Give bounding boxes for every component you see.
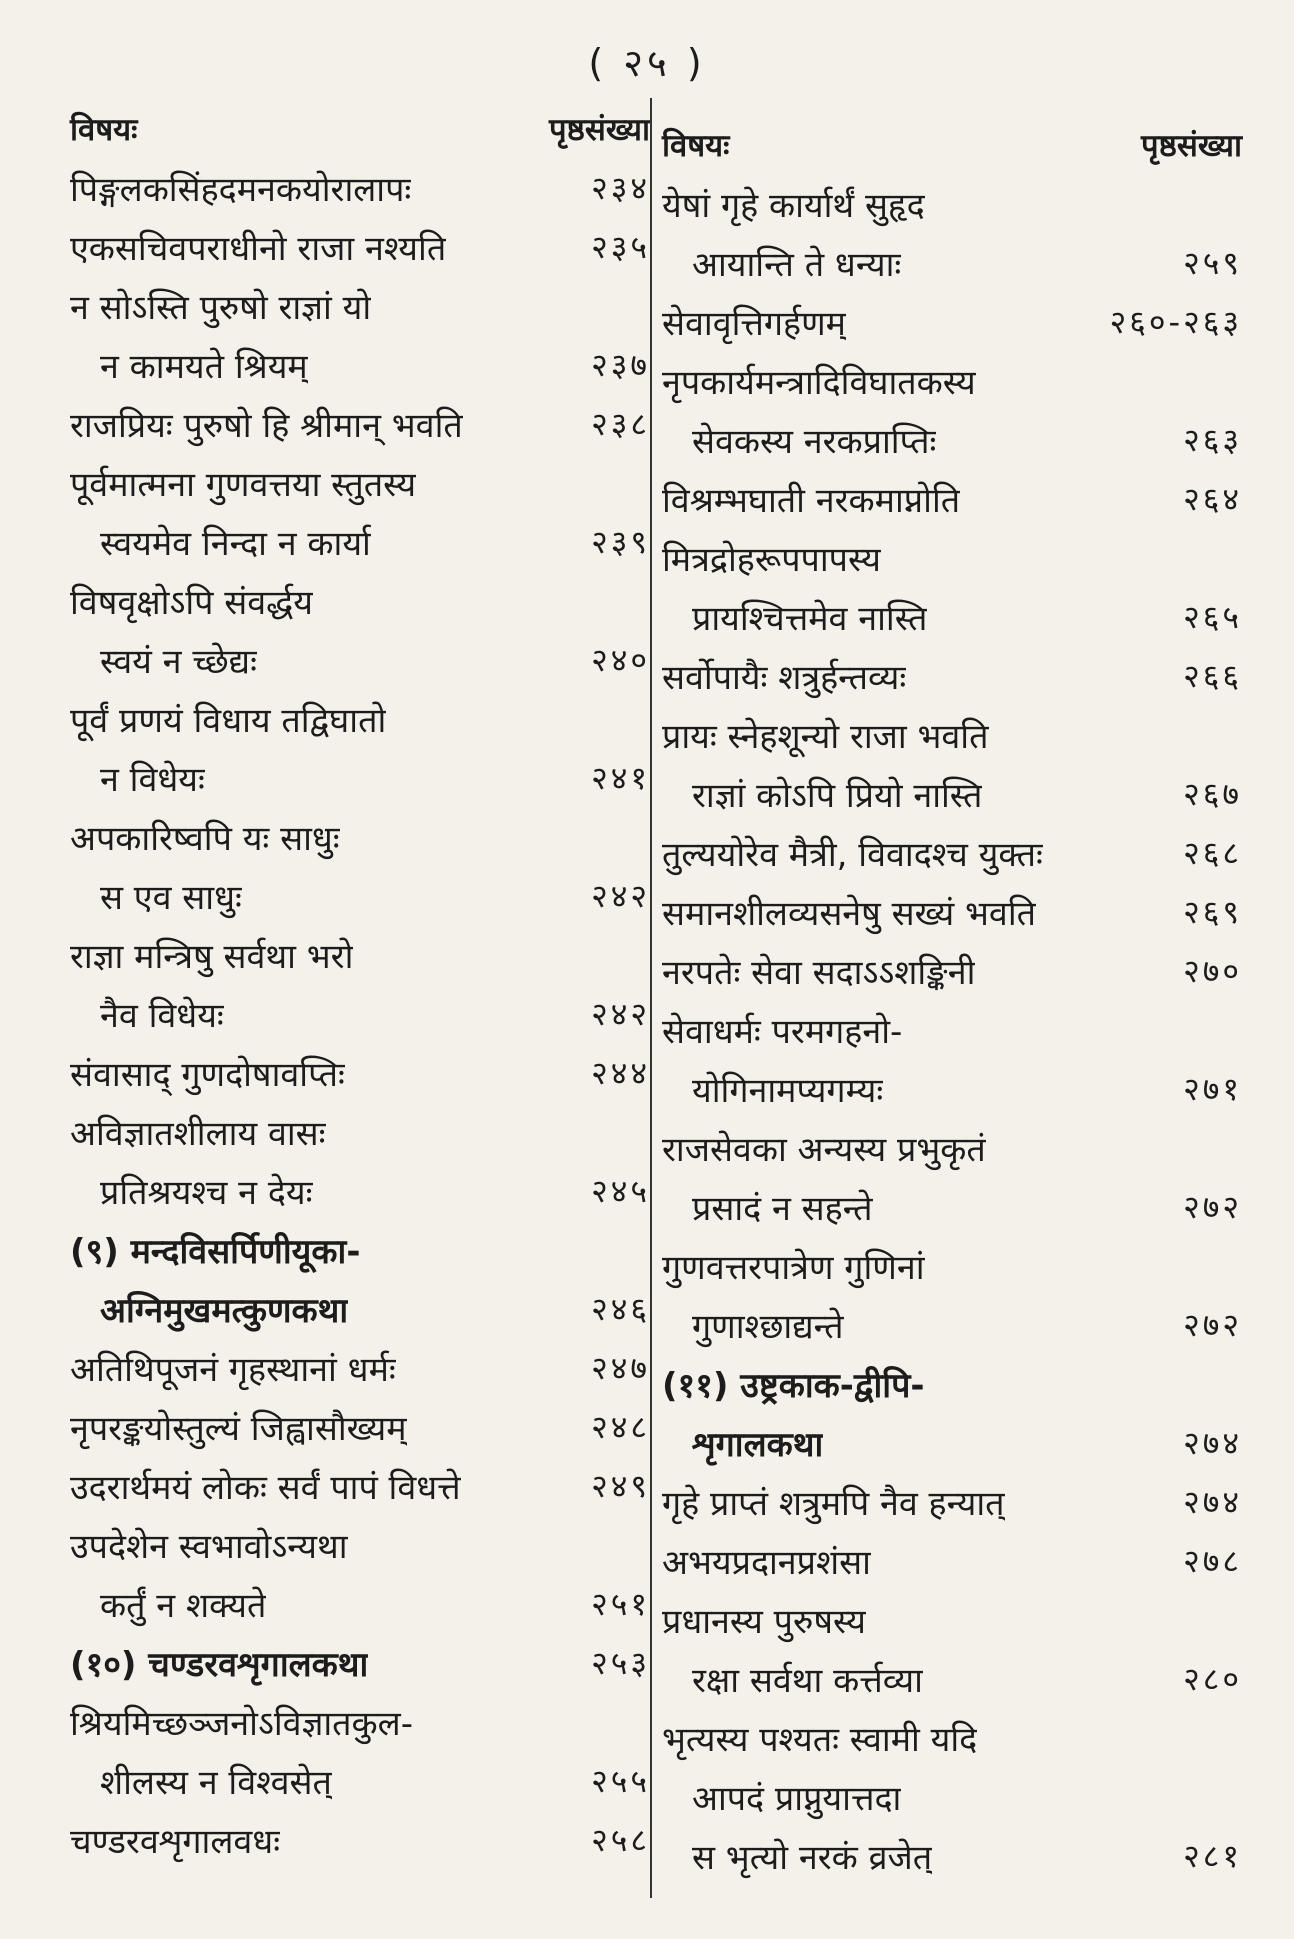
toc-entry-topic: प्रधानस्य पुरुषस्य xyxy=(662,1601,866,1642)
toc-entry xyxy=(652,292,1242,351)
toc-entry xyxy=(652,1413,1242,1472)
toc-entry-page: २४७ xyxy=(591,1349,650,1387)
page-number: ( २५ ) xyxy=(588,41,706,85)
toc-entry-topic: आयान्ति ते धन्याः xyxy=(692,244,902,285)
toc-entry xyxy=(70,689,650,748)
subject-heading: विषयः xyxy=(70,112,138,148)
toc-entry xyxy=(70,807,650,866)
toc-entry-topic: राज्ञां कोऽपि प्रियो नास्ति xyxy=(692,775,983,816)
toc-entry-topic: सेवाधर्मः परमगहनो- xyxy=(662,1011,903,1052)
toc-entry xyxy=(70,1397,650,1456)
toc-entry xyxy=(652,528,1242,587)
toc-entry xyxy=(70,1810,650,1869)
toc-entry-topic: आपदं प्राप्नुयात्तदा xyxy=(692,1778,902,1819)
page-count-heading: पृष्ठसंख्या xyxy=(549,112,650,148)
toc-entry xyxy=(70,1220,650,1279)
toc-entry-page: २६९ xyxy=(1183,893,1242,931)
toc-entry-page: २६६ xyxy=(1183,657,1242,695)
toc-entry xyxy=(70,925,650,984)
toc-entry-page: २७८ xyxy=(1183,1542,1242,1580)
toc-entry-page: २५९ xyxy=(1183,244,1242,282)
toc-entry-topic: योगिनामप्यगम्यः xyxy=(692,1070,884,1111)
toc-entry-topic: सेवकस्य नरकप्राप्तिः xyxy=(692,421,937,462)
toc-entry xyxy=(70,453,650,512)
toc-entry xyxy=(70,748,650,807)
toc-entry-page: २३९ xyxy=(591,523,650,561)
toc-entry xyxy=(70,1161,650,1220)
toc-entry xyxy=(70,1515,650,1574)
toc-entry xyxy=(652,882,1242,941)
toc-entry-topic: पूर्वं प्रणयं विधाय तद्विघातो xyxy=(70,700,387,741)
toc-entry xyxy=(652,705,1242,764)
toc-entry xyxy=(70,1751,650,1810)
toc-entry xyxy=(652,1118,1242,1177)
toc-entry-topic: सर्वोपायैः शत्रुर्हन्तव्यः xyxy=(662,657,907,698)
toc-entry xyxy=(652,764,1242,823)
toc-entry-page: २६३ xyxy=(1183,421,1242,459)
toc-entry-topic: कर्तुं न शक्यते xyxy=(100,1585,267,1626)
toc-entry-topic: तुल्ययोरेव मैत्री, विवादश्च युक्तः xyxy=(662,834,1043,875)
toc-entry-topic: चण्डरवशृगालवधः xyxy=(70,1821,281,1862)
toc-entry xyxy=(652,1236,1242,1295)
toc-entry xyxy=(70,158,650,217)
toc-entry-topic: मित्रद्रोहरूपपापस्य xyxy=(662,539,881,580)
toc-entry-page: २७४ xyxy=(1183,1483,1242,1521)
toc-entry-topic: पूर्वमात्मना गुणवत्तया स्तुतस्य xyxy=(70,464,417,505)
toc-entry-page: २७० xyxy=(1183,952,1242,990)
toc-entry xyxy=(70,335,650,394)
toc-entry-topic: एकसचिवपराधीनो राजा नश्यति xyxy=(70,228,447,269)
toc-entry-topic: शीलस्य न विश्वसेत् xyxy=(100,1762,332,1803)
toc-entry xyxy=(652,1295,1242,1354)
toc-entry xyxy=(652,823,1242,882)
toc-entry-topic: नैव विधेयः xyxy=(100,995,224,1036)
toc-entry xyxy=(70,866,650,925)
toc-entry-topic: रक्षा सर्वथा कर्त्तव्या xyxy=(692,1660,923,1701)
toc-entry xyxy=(652,1059,1242,1118)
toc-entry-page: २८० xyxy=(1183,1660,1242,1698)
toc-entry xyxy=(652,646,1242,705)
toc-entry-topic: पिङ्गलकसिंहदमनकयोरालापः xyxy=(70,169,412,210)
toc-entry-page: २७४ xyxy=(1183,1424,1242,1462)
toc-entry-topic: उदरार्थमयं लोकः सर्वं पापं विधत्ते xyxy=(70,1467,461,1508)
toc-entry xyxy=(70,394,650,453)
toc-entry xyxy=(70,1574,650,1633)
toc-entry-topic: येषां गृहे कार्यार्थं सुहृद xyxy=(662,185,925,226)
toc-entry xyxy=(70,984,650,1043)
toc-entry-topic: समानशीलव्यसनेषु सख्यं भवति xyxy=(662,893,1037,934)
toc-entry xyxy=(652,1708,1242,1767)
toc-entry xyxy=(652,469,1242,528)
left-toc-list xyxy=(70,158,650,1869)
toc-entry-page: २३५ xyxy=(591,228,650,266)
toc-entry xyxy=(652,1826,1242,1885)
toc-entry-topic: गुणवत्तरपात्रेण गुणिनां xyxy=(662,1247,925,1288)
toc-entry-topic: न विधेयः xyxy=(100,759,205,800)
toc-entry xyxy=(652,1472,1242,1531)
toc-entry-page: २६७ xyxy=(1183,775,1242,813)
toc-entry-topic: अपकारिष्वपि यः साधुः xyxy=(70,818,340,859)
toc-entry-topic: नृपरङ्कयोस्तुल्यं जिह्वासौख्यम् xyxy=(70,1408,407,1449)
toc-entry-page: २५१ xyxy=(591,1585,650,1623)
toc-entry-page: २४२ xyxy=(591,995,650,1033)
toc-entry xyxy=(70,1279,650,1338)
toc-entry xyxy=(652,174,1242,233)
toc-entry-page: २४८ xyxy=(591,1408,650,1446)
toc-entry-page: २३४ xyxy=(591,169,650,207)
toc-entry-page: २७१ xyxy=(1183,1070,1242,1108)
toc-entry-page: २६०-२६३ xyxy=(1109,303,1242,341)
toc-entry-page: २३८ xyxy=(591,405,650,443)
toc-entry-page: २३७ xyxy=(591,346,650,384)
toc-entry-page: २६८ xyxy=(1183,834,1242,872)
right-toc-list xyxy=(652,174,1242,1885)
toc-entry-page: २४१ xyxy=(591,759,650,797)
toc-entry-topic: स्वयमेव निन्दा न कार्या xyxy=(100,523,371,564)
toc-entry-topic: श्रियमिच्छञ्जनोऽविज्ञातकुल- xyxy=(70,1703,413,1744)
toc-entry-topic: नृपकार्यमन्त्रादिविघातकस्य xyxy=(662,362,976,403)
toc-entry-topic: स भृत्यो नरकं व्रजेत् xyxy=(692,1837,933,1878)
toc-entry-page: २६४ xyxy=(1183,480,1242,518)
toc-entry-topic: (९) मन्दविसर्पिणीयूका- xyxy=(70,1231,361,1272)
toc-entry-topic: सेवावृत्तिगर्हणम् xyxy=(662,303,847,344)
toc-entry-topic: स्वयं न च्छेद्यः xyxy=(100,641,257,682)
toc-entry-topic: प्रसादं न सहन्ते xyxy=(692,1188,873,1229)
toc-entry-topic: विषवृक्षोऽपि संवर्द्धय xyxy=(70,582,314,623)
toc-entry xyxy=(70,571,650,630)
toc-entry-topic: राज्ञा मन्त्रिषु सर्वथा भरो xyxy=(70,936,354,977)
left-column xyxy=(70,100,650,1919)
toc-entry-topic: अग्निमुखमत्कुणकथा xyxy=(100,1290,349,1331)
toc-entry-topic: नरपतेः सेवा सदाऽऽशङ्किनी xyxy=(662,952,976,993)
toc-entry-page: २४२ xyxy=(591,877,650,915)
toc-entry-page: २८१ xyxy=(1183,1837,1242,1875)
toc-entry-page: २५३ xyxy=(591,1644,650,1682)
toc-entry xyxy=(652,1767,1242,1826)
toc-entry xyxy=(70,1338,650,1397)
left-column-header xyxy=(70,100,650,158)
toc-entry-topic: गृहे प्राप्तं शत्रुमपि नैव हन्यात् xyxy=(662,1483,1005,1524)
right-column-header xyxy=(652,100,1242,174)
toc-entry xyxy=(70,630,650,689)
toc-entry xyxy=(70,1456,650,1515)
toc-entry-page: २७२ xyxy=(1183,1188,1242,1226)
toc-entry xyxy=(652,1177,1242,1236)
toc-entry-page: २५८ xyxy=(591,1821,650,1859)
toc-entry xyxy=(652,1531,1242,1590)
toc-entry xyxy=(70,217,650,276)
toc-entry-topic: स एव साधुः xyxy=(100,877,242,918)
toc-entry xyxy=(652,410,1242,469)
toc-entry xyxy=(652,1000,1242,1059)
toc-entry xyxy=(70,276,650,335)
page-count-heading: पृष्ठसंख्या xyxy=(1141,128,1242,164)
toc-entry xyxy=(652,351,1242,410)
toc-entry-page: २५५ xyxy=(591,1762,650,1800)
toc-entry-topic: प्रायश्चित्तमेव नास्ति xyxy=(692,598,928,639)
toc-entry xyxy=(70,1633,650,1692)
toc-entry-topic: शृगालकथा xyxy=(692,1424,824,1465)
toc-entry-topic: अभयप्रदानप्रशंसा xyxy=(662,1542,871,1583)
toc-entry xyxy=(70,1692,650,1751)
toc-entry-page: २४९ xyxy=(591,1467,650,1505)
toc-entry-page: २७२ xyxy=(1183,1306,1242,1344)
toc-entry-page: २४६ xyxy=(591,1290,650,1328)
toc-entry-topic: राजसेवका अन्यस्य प्रभुकृतं xyxy=(662,1129,986,1170)
toc-entry-topic: प्रतिश्रयश्च न देयः xyxy=(100,1172,313,1213)
toc-entry xyxy=(652,587,1242,646)
right-column xyxy=(652,100,1242,1919)
toc-entry-topic: (१०) चण्डरवशृगालकथा xyxy=(70,1644,369,1685)
toc-entry-topic: अविज्ञातशीलाय वासः xyxy=(70,1113,326,1154)
toc-entry-topic: प्रायः स्नेहशून्यो राजा भवति xyxy=(662,716,989,757)
toc-entry-topic: (११) उष्ट्रकाक-द्वीपि- xyxy=(662,1365,925,1406)
toc-entry xyxy=(652,233,1242,292)
toc-entry-page: २६५ xyxy=(1183,598,1242,636)
toc-entry-topic: न सोऽस्ति पुरुषो राज्ञां यो xyxy=(70,287,372,328)
toc-entry-topic: संवासाद् गुणदोषावप्तिः xyxy=(70,1054,345,1095)
toc-entry-topic: विश्रम्भघाती नरकमाप्नोति xyxy=(662,480,961,521)
toc-entry-page: २४० xyxy=(591,641,650,679)
toc-entry xyxy=(652,941,1242,1000)
toc-entry xyxy=(652,1649,1242,1708)
toc-entry-topic: उपदेशेन स्वभावोऽन्यथा xyxy=(70,1526,348,1567)
subject-heading: विषयः xyxy=(662,128,730,164)
toc-entry xyxy=(70,1102,650,1161)
toc-entry-topic: गुणाश्छाद्यन्ते xyxy=(692,1306,844,1347)
toc-entry xyxy=(652,1590,1242,1649)
toc-entry-topic: भृत्यस्य पश्यतः स्वामी यदि xyxy=(662,1719,978,1760)
toc-entry xyxy=(70,1043,650,1102)
toc-entry-page: २४४ xyxy=(591,1054,650,1092)
toc-entry-topic: न कामयते श्रियम् xyxy=(100,346,308,387)
toc-entry xyxy=(652,1354,1242,1413)
toc-entry-page: २४५ xyxy=(591,1172,650,1210)
toc-entry-topic: राजप्रियः पुरुषो हि श्रीमान् भवति xyxy=(70,405,463,446)
toc-entry-topic: अतिथिपूजनं गृहस्थानां धर्मः xyxy=(70,1349,396,1390)
toc-entry xyxy=(70,512,650,571)
